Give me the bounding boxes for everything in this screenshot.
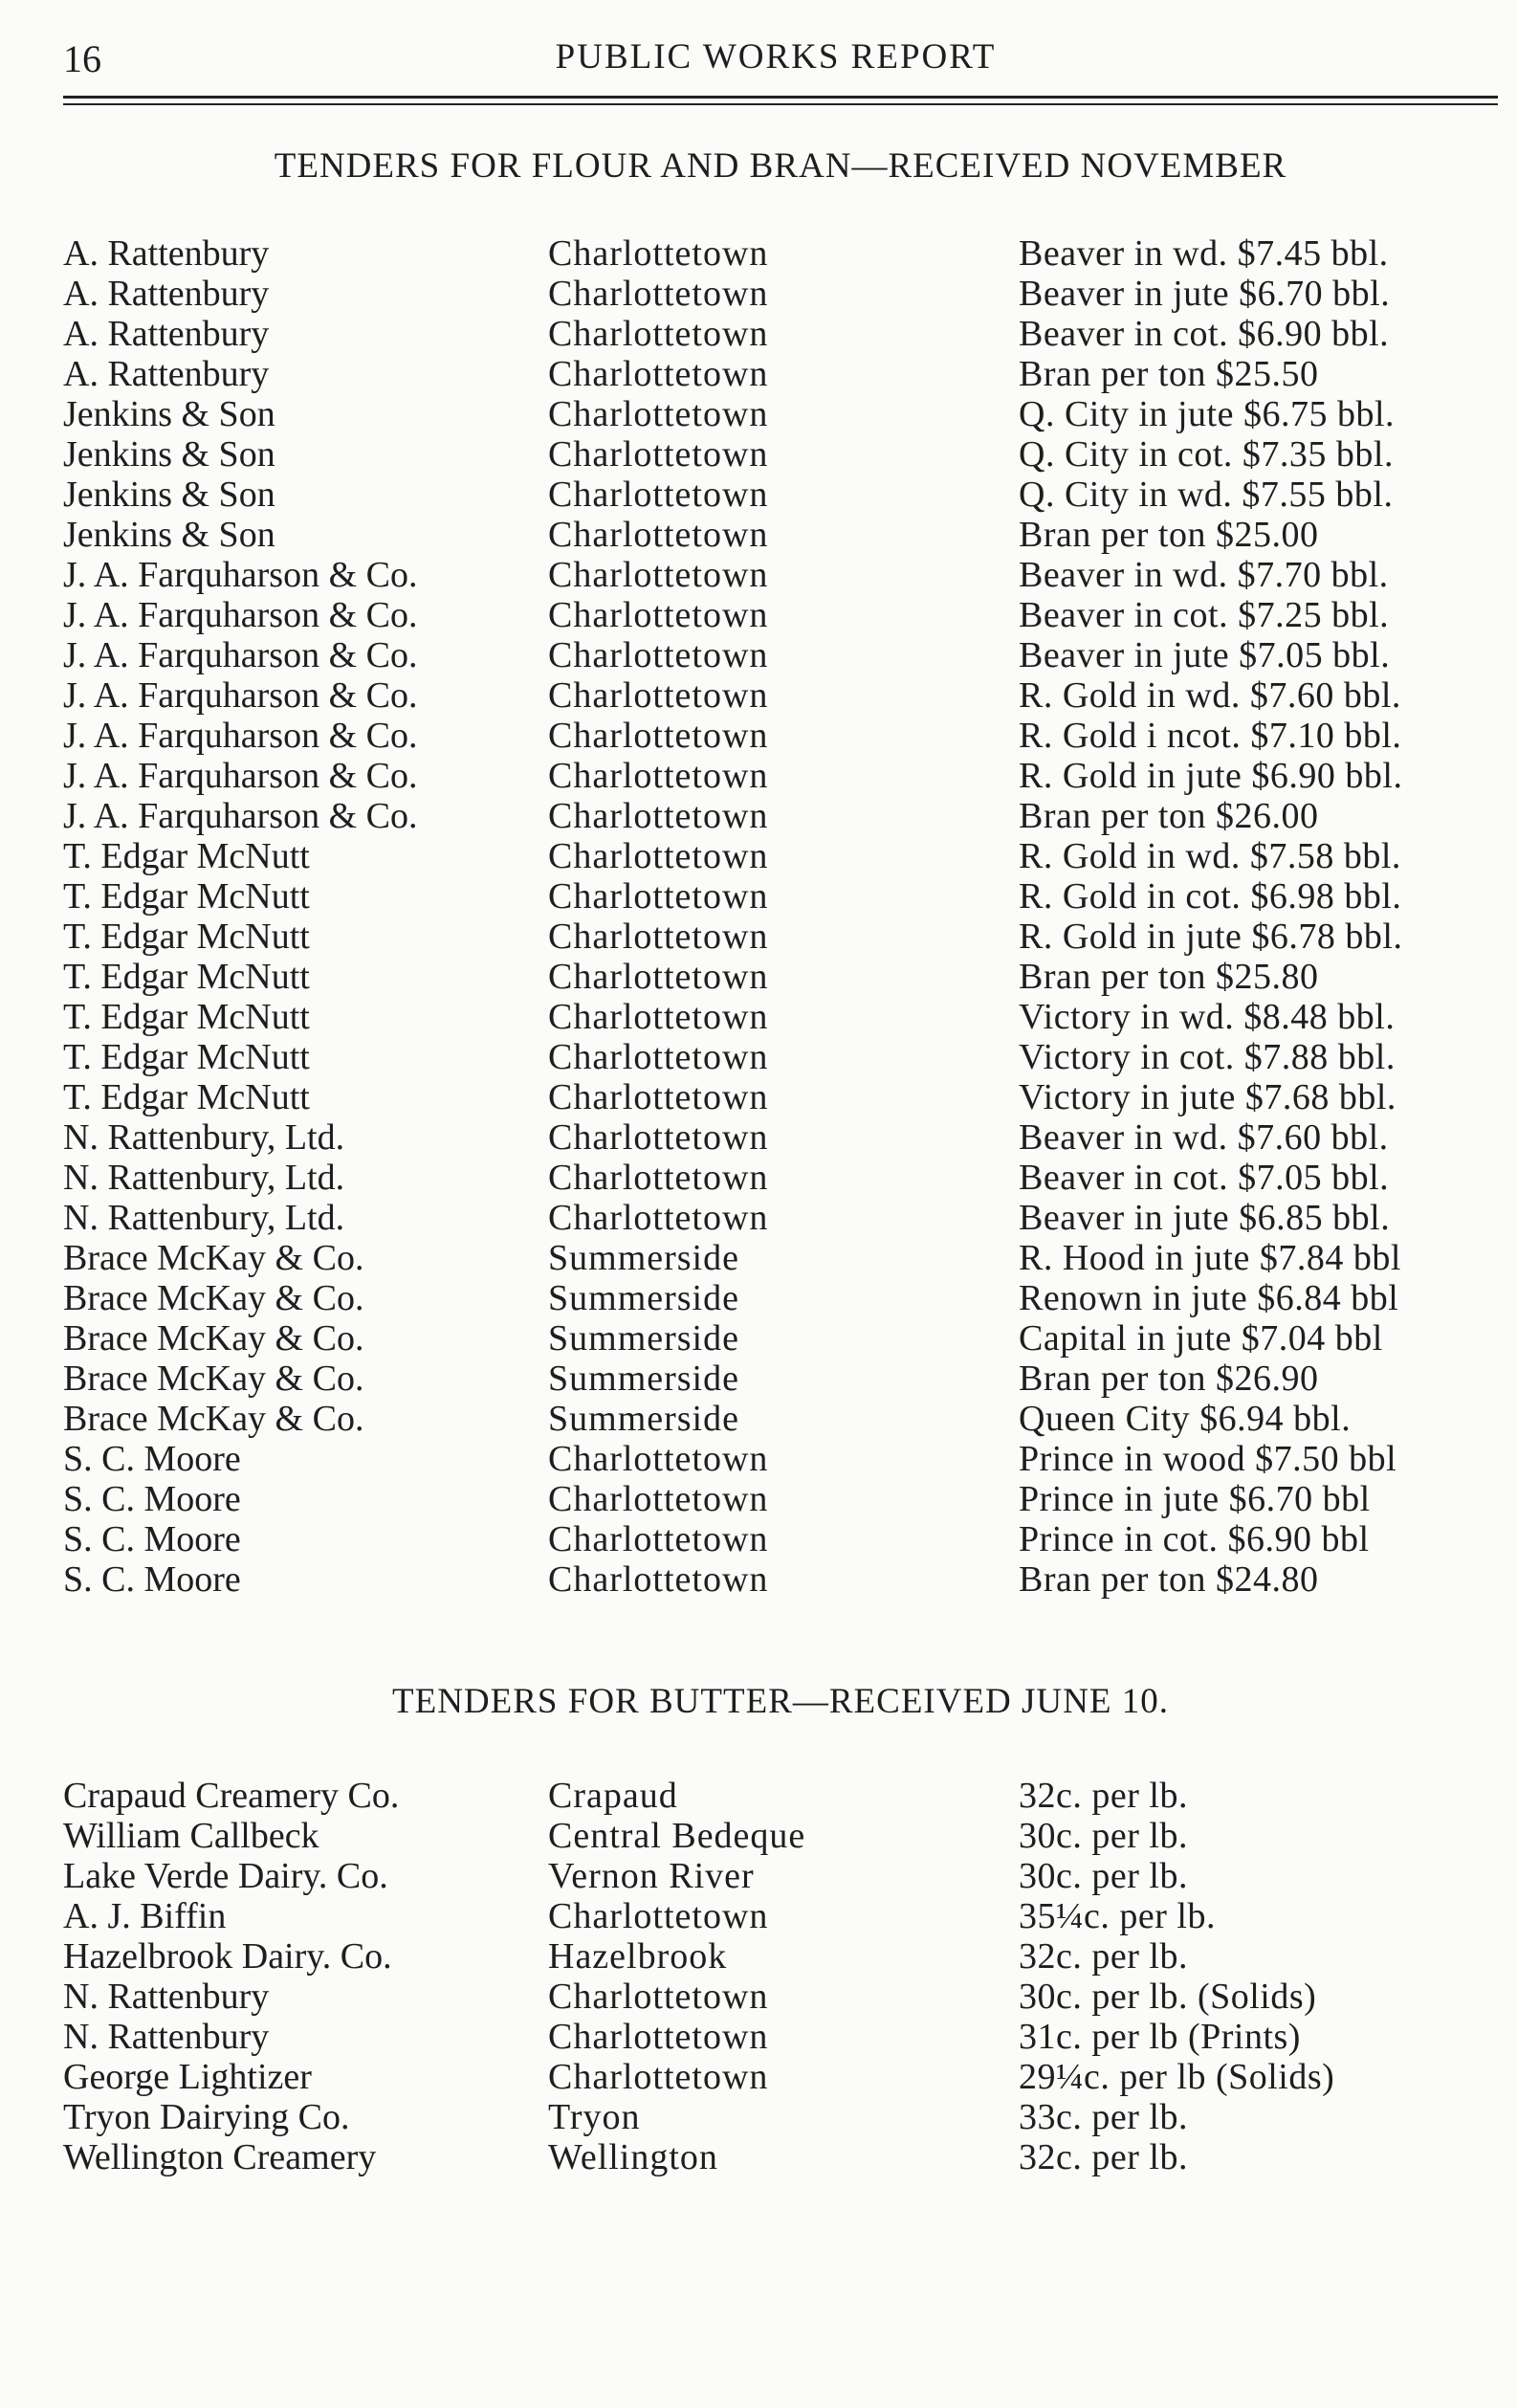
tenderer-name: J. A. Farquharson & Co. (63, 595, 418, 635)
tenderer-name: N. Rattenbury (63, 2017, 270, 2057)
tender-price: 31c. per lb (Prints) (1019, 2017, 1301, 2057)
location: Crapaud (548, 1776, 678, 1816)
tenderer-name: T. Edgar McNutt (63, 997, 310, 1037)
tender-price: Beaver in cot. $7.25 bbl. (1019, 595, 1390, 635)
location: Summerside (548, 1278, 739, 1318)
butter-section-title: TENDERS FOR BUTTER—RECEIVED JUNE 10. (392, 1682, 1169, 1721)
table-row (63, 1358, 1498, 1398)
table-row (63, 996, 1498, 1036)
tenderer-name: T. Edgar McNutt (63, 917, 310, 957)
table-row (63, 433, 1498, 474)
location: Charlottetown (548, 274, 769, 314)
tender-price: R. Gold in wd. $7.60 bbl. (1019, 675, 1401, 716)
table-row (63, 353, 1498, 393)
tenderer-name: Wellington Creamery (63, 2137, 377, 2177)
tender-price: Q. City in cot. $7.35 bbl. (1019, 434, 1394, 475)
tenderer-name: J. A. Farquharson & Co. (63, 675, 418, 716)
location: Charlottetown (548, 515, 769, 555)
tender-price: 29¼c. per lb (Solids) (1019, 2057, 1335, 2097)
location: Charlottetown (548, 1479, 769, 1519)
tenderer-name: J. A. Farquharson & Co. (63, 716, 418, 756)
location: Charlottetown (548, 635, 769, 675)
table-row (63, 2016, 1498, 2056)
tender-price: Bran per ton $25.00 (1019, 515, 1319, 555)
tender-price: Bran per ton $26.00 (1019, 796, 1319, 836)
tenderer-name: A. Rattenbury (63, 354, 270, 394)
table-row (63, 1076, 1498, 1116)
table-row (63, 393, 1498, 433)
table-row (63, 715, 1498, 755)
table-row (63, 1558, 1498, 1599)
tender-price: Capital in jute $7.04 bbl (1019, 1318, 1383, 1359)
tender-price: Renown in jute $6.84 bbl (1019, 1278, 1399, 1318)
tenderer-name: Brace McKay & Co. (63, 1359, 364, 1399)
tender-price: Bran per ton $25.80 (1019, 957, 1319, 997)
tenderer-name: N. Rattenbury, Ltd. (63, 1198, 345, 1238)
table-row (63, 1398, 1498, 1438)
tenderer-name: S. C. Moore (63, 1519, 241, 1559)
table-row (63, 232, 1498, 273)
tenderer-name: T. Edgar McNutt (63, 957, 310, 997)
table-row (63, 674, 1498, 715)
table-row (63, 474, 1498, 514)
table-row (63, 956, 1498, 996)
tender-price: Beaver in cot. $6.90 bbl. (1019, 314, 1390, 354)
location: Charlottetown (548, 434, 769, 475)
tender-price: 33c. per lb. (1019, 2097, 1188, 2137)
page-number: 16 (63, 37, 101, 80)
location: Charlottetown (548, 475, 769, 515)
table-row (63, 916, 1498, 956)
tenderer-name: Hazelbrook Dairy. Co. (63, 1936, 392, 1977)
table-row (63, 795, 1498, 835)
location: Charlottetown (548, 233, 769, 274)
tender-price: Beaver in cot. $7.05 bbl. (1019, 1158, 1390, 1198)
tenderer-name: Tryon Dairying Co. (63, 2097, 350, 2137)
table-row (63, 1157, 1498, 1197)
tenderer-name: Brace McKay & Co. (63, 1278, 364, 1318)
tender-price: R. Gold in cot. $6.98 bbl. (1019, 876, 1402, 917)
tender-price: 32c. per lb. (1019, 1936, 1188, 1977)
location: Hazelbrook (548, 1936, 728, 1977)
tenderer-name: N. Rattenbury (63, 1977, 270, 2017)
table-row (63, 755, 1498, 795)
tender-price: 30c. per lb. (1019, 1816, 1188, 1856)
location: Summerside (548, 1359, 739, 1399)
tender-price: Prince in cot. $6.90 bbl (1019, 1519, 1370, 1559)
tender-price: Beaver in jute $7.05 bbl. (1019, 635, 1391, 675)
tender-price: R. Gold in jute $6.78 bbl. (1019, 917, 1403, 957)
location: Summerside (548, 1318, 739, 1359)
tenderer-name: Jenkins & Son (63, 434, 275, 475)
location: Charlottetown (548, 1077, 769, 1117)
table-row (63, 1317, 1498, 1358)
tender-price: Victory in wd. $8.48 bbl. (1019, 997, 1396, 1037)
location: Charlottetown (548, 595, 769, 635)
tenderer-name: T. Edgar McNutt (63, 876, 310, 917)
page-header (63, 36, 1488, 94)
location: Charlottetown (548, 957, 769, 997)
flour-section-title: TENDERS FOR FLOUR AND BRAN—RECEIVED NOVEMBER (274, 146, 1287, 186)
location: Charlottetown (548, 2017, 769, 2057)
tenderer-name: J. A. Farquharson & Co. (63, 555, 418, 595)
tenderer-name: Brace McKay & Co. (63, 1318, 364, 1359)
tenderer-name: Crapaud Creamery Co. (63, 1776, 400, 1816)
tenderer-name: Lake Verde Dairy. Co. (63, 1856, 388, 1896)
table-row (63, 1775, 1498, 1815)
tenderer-name: A. Rattenbury (63, 274, 270, 314)
tender-price: Victory in cot. $7.88 bbl. (1019, 1037, 1396, 1077)
tender-price: 35¼c. per lb. (1019, 1896, 1216, 1936)
table-row (63, 273, 1498, 313)
tenderer-name: William Callbeck (63, 1816, 319, 1856)
tenderer-name: J. A. Farquharson & Co. (63, 635, 418, 675)
tenderer-name: T. Edgar McNutt (63, 1037, 310, 1077)
tender-price: R. Gold in jute $6.90 bbl. (1019, 756, 1403, 796)
running-title: PUBLIC WORKS REPORT (555, 37, 997, 77)
tenderer-name: Brace McKay & Co. (63, 1399, 364, 1439)
table-row (63, 1116, 1498, 1157)
location: Charlottetown (548, 675, 769, 716)
table-row (63, 1237, 1498, 1277)
location: Charlottetown (548, 796, 769, 836)
table-row (63, 594, 1498, 634)
tenderer-name: S. C. Moore (63, 1559, 241, 1600)
location: Charlottetown (548, 1198, 769, 1238)
tenderer-name: A. J. Biffin (63, 1896, 227, 1936)
tender-price: 32c. per lb. (1019, 1776, 1188, 1816)
tender-price: R. Gold i ncot. $7.10 bbl. (1019, 716, 1402, 756)
table-row (63, 514, 1498, 554)
butter-tenders-table (63, 1775, 1498, 2176)
tender-price: Beaver in jute $6.70 bbl. (1019, 274, 1391, 314)
tender-price: Prince in wood $7.50 bbl (1019, 1439, 1397, 1479)
header-rule (63, 96, 1498, 99)
tender-price: Beaver in wd. $7.45 bbl. (1019, 233, 1389, 274)
tender-price: 32c. per lb. (1019, 2137, 1188, 2177)
tenderer-name: J. A. Farquharson & Co. (63, 796, 418, 836)
location: Charlottetown (548, 997, 769, 1037)
location: Charlottetown (548, 1158, 769, 1198)
tenderer-name: Brace McKay & Co. (63, 1238, 364, 1278)
location: Charlottetown (548, 1439, 769, 1479)
table-row (63, 835, 1498, 875)
location: Central Bedeque (548, 1816, 806, 1856)
tenderer-name: N. Rattenbury, Ltd. (63, 1158, 345, 1198)
location: Wellington (548, 2137, 718, 2177)
table-row (63, 313, 1498, 353)
table-row (63, 554, 1498, 594)
location: Charlottetown (548, 314, 769, 354)
location: Charlottetown (548, 1519, 769, 1559)
location: Charlottetown (548, 1559, 769, 1600)
tender-price: Q. City in jute $6.75 bbl. (1019, 394, 1395, 434)
location: Charlottetown (548, 1896, 769, 1936)
location: Charlottetown (548, 756, 769, 796)
tender-price: R. Gold in wd. $7.58 bbl. (1019, 836, 1401, 876)
location: Charlottetown (548, 876, 769, 917)
table-row (63, 1277, 1498, 1317)
tender-price: Bran per ton $26.90 (1019, 1359, 1319, 1399)
tenderer-name: George Lightizer (63, 2057, 312, 2097)
tenderer-name: N. Rattenbury, Ltd. (63, 1117, 345, 1158)
tender-price: Beaver in wd. $7.60 bbl. (1019, 1117, 1389, 1158)
location: Tryon (548, 2097, 641, 2137)
table-row (63, 875, 1498, 916)
location: Charlottetown (548, 394, 769, 434)
table-row (63, 1895, 1498, 1935)
tenderer-name: S. C. Moore (63, 1479, 241, 1519)
tender-price: Beaver in jute $6.85 bbl. (1019, 1198, 1391, 1238)
location: Summerside (548, 1399, 739, 1439)
tenderer-name: Jenkins & Son (63, 515, 275, 555)
location: Charlottetown (548, 354, 769, 394)
location: Charlottetown (548, 1977, 769, 2017)
location: Vernon River (548, 1856, 755, 1896)
table-row (63, 1478, 1498, 1518)
table-row (63, 1197, 1498, 1237)
tenderer-name: S. C. Moore (63, 1439, 241, 1479)
tenderer-name: Jenkins & Son (63, 475, 275, 515)
location: Charlottetown (548, 2057, 769, 2097)
tender-price: Q. City in wd. $7.55 bbl. (1019, 475, 1394, 515)
table-row (63, 1815, 1498, 1855)
table-row (63, 2096, 1498, 2136)
tender-price: 30c. per lb. (Solids) (1019, 1977, 1317, 2017)
table-row (63, 1438, 1498, 1478)
tender-price: R. Hood in jute $7.84 bbl (1019, 1238, 1401, 1278)
location: Summerside (548, 1238, 739, 1278)
tender-price: Prince in jute $6.70 bbl (1019, 1479, 1371, 1519)
table-row (63, 1935, 1498, 1976)
tender-price: 30c. per lb. (1019, 1856, 1188, 1896)
tender-price: Bran per ton $24.80 (1019, 1559, 1319, 1600)
tenderer-name: A. Rattenbury (63, 314, 270, 354)
table-row (63, 2136, 1498, 2176)
location: Charlottetown (548, 917, 769, 957)
tenderer-name: Jenkins & Son (63, 394, 275, 434)
header-rule-secondary (63, 103, 1498, 105)
tender-price: Victory in jute $7.68 bbl. (1019, 1077, 1396, 1117)
tenderer-name: T. Edgar McNutt (63, 1077, 310, 1117)
tenderer-name: A. Rattenbury (63, 233, 270, 274)
tenderer-name: T. Edgar McNutt (63, 836, 310, 876)
location: Charlottetown (548, 1037, 769, 1077)
table-row (63, 1855, 1498, 1895)
tenderer-name: J. A. Farquharson & Co. (63, 756, 418, 796)
location: Charlottetown (548, 716, 769, 756)
location: Charlottetown (548, 1117, 769, 1158)
tender-price: Queen City $6.94 bbl. (1019, 1399, 1352, 1439)
flour-tenders-table (63, 232, 1498, 1599)
table-row (63, 1518, 1498, 1558)
table-row (63, 1036, 1498, 1076)
location: Charlottetown (548, 555, 769, 595)
table-row (63, 1976, 1498, 2016)
tender-price: Beaver in wd. $7.70 bbl. (1019, 555, 1389, 595)
tender-price: Bran per ton $25.50 (1019, 354, 1319, 394)
table-row (63, 2056, 1498, 2096)
table-row (63, 634, 1498, 674)
location: Charlottetown (548, 836, 769, 876)
